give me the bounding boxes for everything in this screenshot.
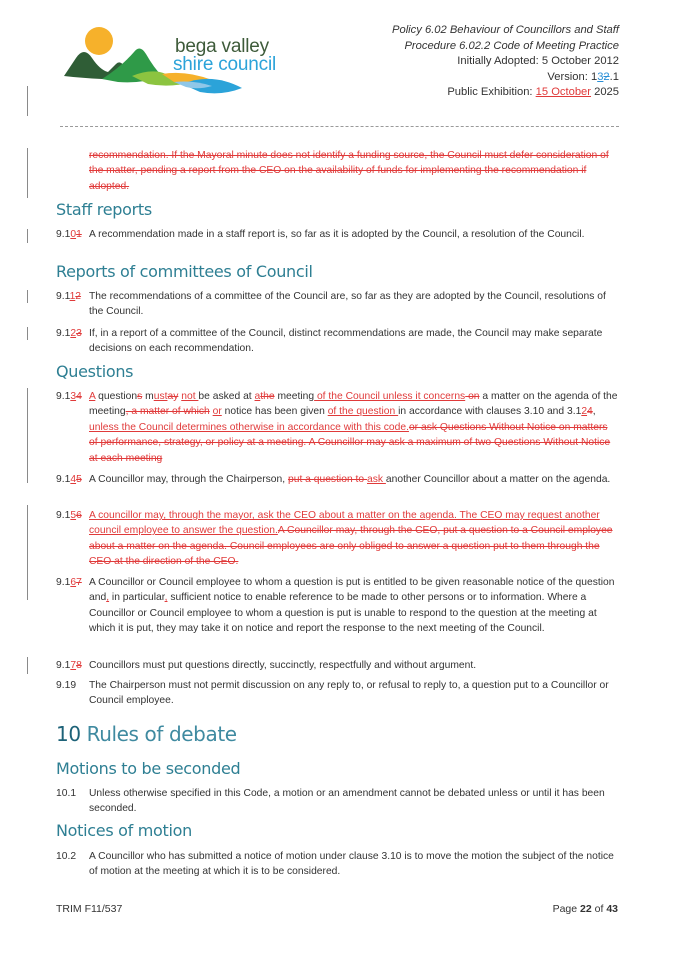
public-exhibition-year: 2025 [591, 86, 619, 99]
clause-number: 9.101 [56, 229, 82, 240]
clause-9-10 [56, 227, 618, 242]
change-bar [27, 86, 28, 116]
document-header [392, 23, 619, 101]
version [392, 70, 619, 86]
clause-text: A councillor may, through the mayor, ask the CEO about a matter on the agenda. The CEO may request another council employee to answer the question.A Councillor may, through the CEO, put a question to a Council employee about a matter on the agenda. Council employees are only obliged to answer a question put to them through the CEO at the direction of the CEO. [89, 510, 613, 568]
change-bar [27, 148, 28, 198]
change-bar [27, 657, 28, 674]
clause-number: 9.156 [56, 510, 82, 521]
council-logo [62, 24, 277, 94]
clause-9-11 [56, 289, 618, 320]
clause-text: Councillors must put questions directly, succinctly, respectfully and without argument. [89, 660, 477, 671]
version-inserted: 3 [597, 70, 604, 83]
clause-9-17 [56, 658, 618, 673]
change-bar [27, 505, 28, 600]
clause-number: 9.167 [56, 577, 82, 588]
logo-text-line1: bega valley [175, 36, 269, 57]
clause-text: A Councillor may, through the Chairperson, put a question to ask another Councillor about a matter on the agenda. [89, 474, 611, 485]
change-bar [27, 327, 28, 340]
clause-text: Unless otherwise specified in this Code, a motion or an amendment cannot be debated unless or until it has been seconded. [89, 788, 605, 815]
change-bar [27, 290, 28, 303]
clause-number: 9.178 [56, 660, 82, 671]
footer-trim: TRIM F11/537 [56, 903, 123, 915]
policy-title: Policy 6.02 Behaviour of Councillors and Staff [392, 24, 619, 36]
public-exhibition-date: 15 October [535, 86, 591, 99]
version-prefix: Version: 1 [547, 70, 598, 83]
clause-text: If, in a report of a committee of the Council, distinct recommendations are made, the Council may make separate decisions on each recommendation. [89, 328, 603, 355]
clause-number: 9.19 [56, 680, 77, 691]
procedure-title: Procedure 6.02.2 Code of Meeting Practice [404, 39, 619, 52]
heading-committee-reports: Reports of committees of Council [56, 262, 313, 281]
heading-questions: Questions [56, 362, 134, 381]
clause-9-19 [56, 678, 618, 709]
header-divider [60, 126, 619, 127]
clause-text: A Councillor or Council employee to whom a question is put is entitled to be given reasonable notice of the question and, in particular, sufficient notice to enable reference to be made to other persons or to information. Where a Councillor or Council employee to whom a question is put is unable to respond to the question at the meeting at which it is put, they may take it on notice and report the response to the next meeting of the Council. [89, 577, 615, 635]
clause-number: 9.134 [56, 391, 82, 402]
version-suffix: .1 [609, 70, 619, 83]
heading-rules-of-debate [56, 722, 237, 746]
clause-9-14 [56, 472, 618, 487]
clause-number: 10.2 [56, 851, 77, 862]
footer-page-number: Page 22 of 43 [552, 903, 618, 915]
clause-text: A recommendation made in a staff report is, so far as it is adopted by the Council, a resolution of the Council. [89, 229, 585, 240]
public-exhibition-prefix: Public Exhibition: [447, 86, 536, 99]
clause-number: 9.145 [56, 474, 82, 485]
clause-number: 9.112 [56, 291, 82, 302]
clause-text: The Chairperson must not permit discussion on any reply to, or refusal to reply to, a question put to a Councillor or Council employee. [89, 680, 609, 707]
public-exhibition [392, 85, 619, 101]
heading-motions-seconded: Motions to be seconded [56, 759, 241, 778]
clause-text: The recommendations of a committee of the Council are, so far as they are adopted by the Council, resolutions of the Council. [89, 291, 606, 318]
version-deleted: 2 [603, 70, 610, 83]
section-number: 10 [56, 722, 81, 746]
heading-notices-of-motion: Notices of motion [56, 821, 192, 840]
logo-text-line2: shire council [173, 54, 277, 75]
initially-adopted: Initially Adopted: 5 October 2012 [457, 55, 619, 68]
clause-9-13 [56, 389, 618, 466]
clause-text: A questions mustay not be asked at athe meeting of the Council unless it concerns on a matter on the agenda of the meeting, a matter of which or notice has been given of the question in accordance with clauses 3.10 and 3.124, unless the Council determines otherwise in accordance with this code.or ask Questions Without Notice on matters of performance, strategy, or policy at a meeting. A Councillor may ask a maximum of two Questions Without Notice at each meeting [89, 391, 618, 464]
section-title: Rules of debate [86, 722, 237, 746]
heading-staff-reports: Staff reports [56, 200, 152, 219]
clause-9-15 [56, 508, 618, 570]
clause-10-1 [56, 786, 618, 817]
change-bar [27, 388, 28, 483]
clause-10-2 [56, 849, 618, 880]
clause-number: 9.123 [56, 328, 82, 339]
clause-9-16 [56, 575, 618, 637]
change-bar [27, 229, 28, 243]
clause-number: 10.1 [56, 788, 77, 799]
clause-9-12 [56, 326, 618, 357]
clause-text: A Councillor who has submitted a notice of motion under clause 3.10 is to move the motion the subject of the notice of motion at the meeting at which it is to be considered. [89, 851, 614, 878]
carryover-deleted-text: recommendation. If the Mayoral minute does not identify a funding source, the Council must defer consideration of the matter, pending a report from the CEO on the availability of funds for implementing the recommendation if adopted. [89, 150, 609, 192]
